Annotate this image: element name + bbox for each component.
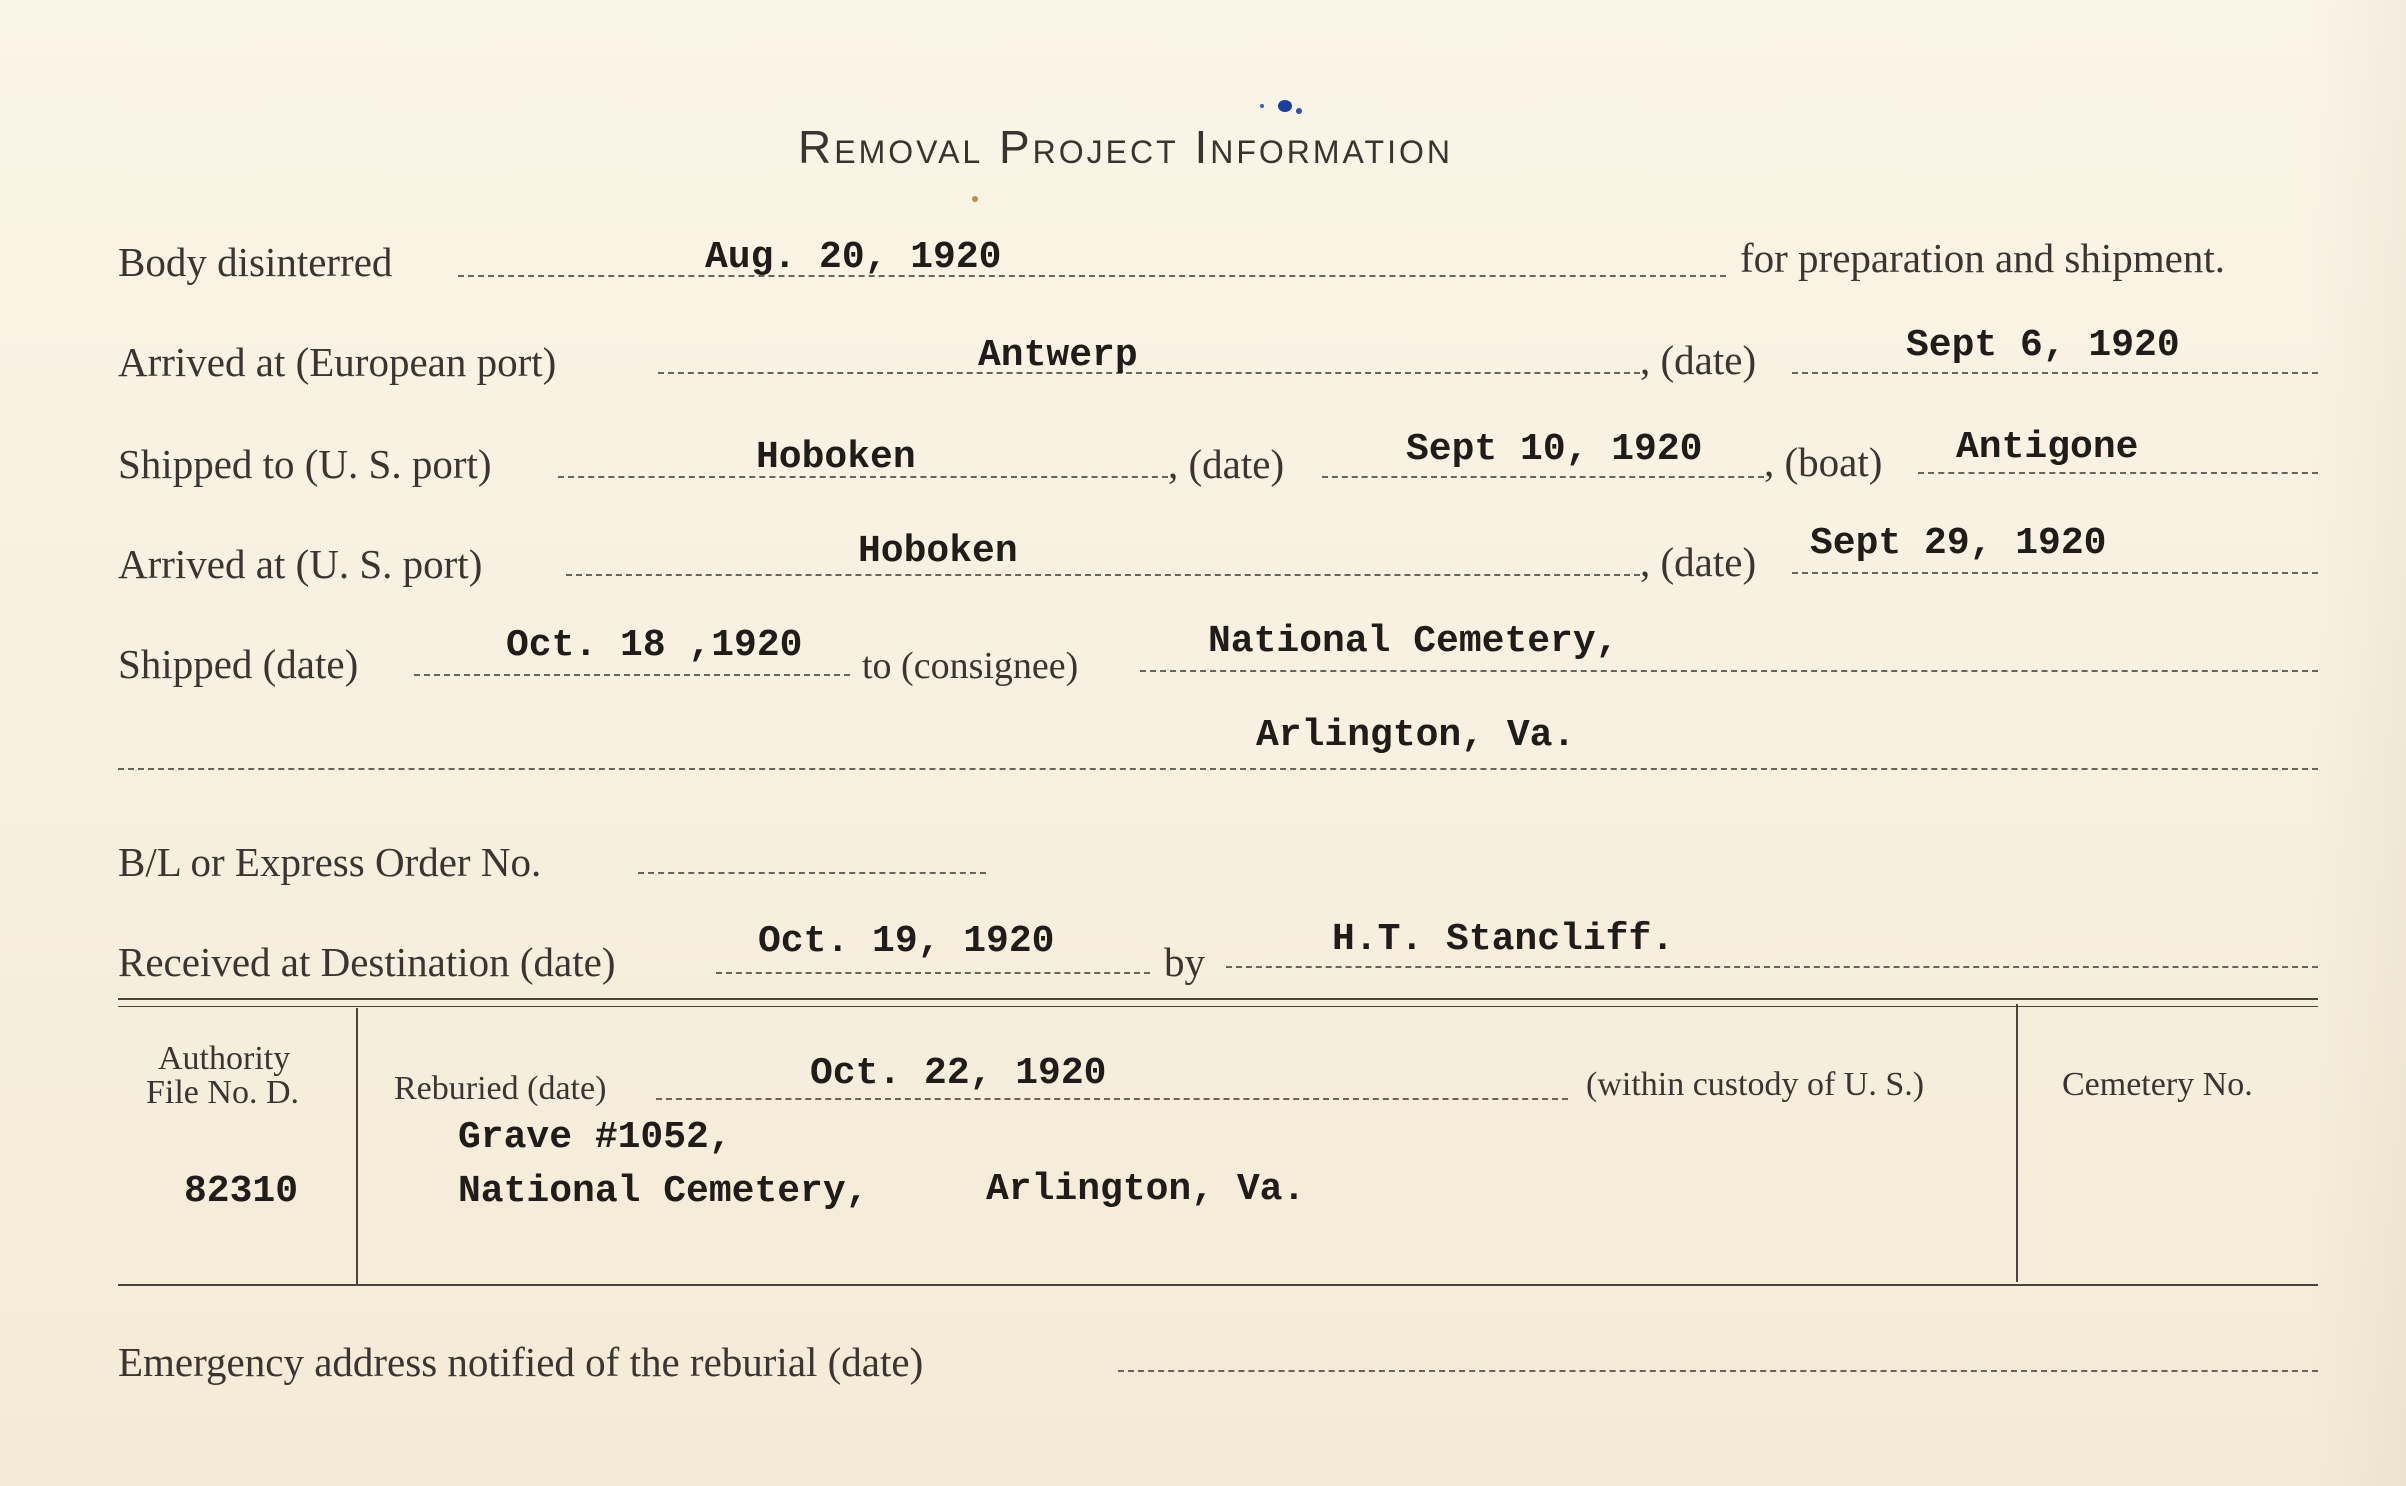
box-bottom-rule bbox=[118, 1284, 2318, 1286]
consignee-line bbox=[1140, 670, 2318, 672]
blue-ink-speck bbox=[1278, 100, 1292, 112]
shipped-date-line bbox=[414, 674, 850, 676]
box-top-rule bbox=[118, 998, 2318, 1000]
reburied-date-line bbox=[656, 1098, 1568, 1100]
box-divider-right bbox=[2016, 1004, 2018, 1282]
european-port-line bbox=[658, 372, 1640, 374]
box-top-rule-inner bbox=[118, 1006, 2318, 1007]
authority-file-no-value: 82310 bbox=[184, 1170, 299, 1213]
reburial-cemetery-value: National Cemetery, bbox=[458, 1170, 869, 1213]
reburial-grave-value: Grave #1052, bbox=[458, 1116, 732, 1159]
arrived-us-port-label: Arrived at (U. S. port) bbox=[118, 541, 483, 587]
received-by-value: H.T. Stancliff. bbox=[1332, 918, 1675, 961]
to-consignee-label: to (consignee) bbox=[862, 645, 1079, 687]
boat-line bbox=[1918, 472, 2318, 474]
shipped-us-port-label: Shipped to (U. S. port) bbox=[118, 441, 492, 487]
us-arrival-date-value: Sept 29, 1920 bbox=[1810, 522, 2107, 565]
body-disinterred-label: Body disinterred bbox=[118, 239, 393, 285]
arrived-european-port-label: Arrived at (European port) bbox=[118, 339, 557, 385]
us-port-arrived-value: Hoboken bbox=[858, 530, 1018, 573]
file-no-label: File No. D. bbox=[146, 1074, 299, 1111]
received-date-line bbox=[716, 972, 1150, 974]
card-edge bbox=[2308, 0, 2406, 1486]
rust-speck bbox=[972, 196, 978, 202]
shipped-date-label: Shipped (date) bbox=[118, 641, 359, 687]
reburied-date-value: Oct. 22, 1920 bbox=[810, 1052, 1107, 1095]
european-date-line bbox=[1792, 372, 2318, 374]
us-port-arrived-line bbox=[566, 574, 1640, 576]
cemetery-no-label: Cemetery No. bbox=[2062, 1066, 2253, 1103]
custody-label: (within custody of U. S.) bbox=[1586, 1066, 1925, 1103]
blue-ink-speck bbox=[1260, 104, 1264, 108]
disinterred-date-value: Aug. 20, 1920 bbox=[705, 236, 1002, 279]
by-label: by bbox=[1164, 939, 1205, 985]
authority-label: Authority bbox=[158, 1040, 291, 1077]
for-preparation-label: for preparation and shipment. bbox=[1740, 235, 2226, 281]
us-ship-date-value: Sept 10, 1920 bbox=[1406, 428, 1703, 471]
consignee-line1-value: National Cemetery, bbox=[1208, 620, 1619, 663]
consignee-line2-value: Arlington, Va. bbox=[1256, 714, 1576, 757]
us-ship-date-label: , (date) bbox=[1168, 441, 1285, 487]
shipped-date-value: Oct. 18 ,1920 bbox=[506, 624, 803, 667]
european-arrival-date-value: Sept 6, 1920 bbox=[1906, 324, 2180, 367]
blue-ink-speck bbox=[1296, 108, 1302, 114]
box-divider-left bbox=[356, 1008, 358, 1284]
european-port-value: Antwerp bbox=[978, 334, 1138, 377]
bl-order-label: B/L or Express Order No. bbox=[118, 839, 542, 885]
received-date-value: Oct. 19, 1920 bbox=[758, 920, 1055, 963]
us-arrival-date-label: , (date) bbox=[1640, 539, 1757, 585]
consignee-continuation-line bbox=[118, 768, 2318, 770]
disinterred-date-line bbox=[458, 275, 1726, 277]
emergency-date-line bbox=[1118, 1370, 2318, 1372]
reburied-label: Reburied (date) bbox=[394, 1070, 607, 1107]
boat-label: , (boat) bbox=[1764, 439, 1883, 485]
received-destination-label: Received at Destination (date) bbox=[118, 939, 616, 985]
boat-value: Antigone bbox=[1956, 426, 2139, 469]
reburial-location-value: Arlington, Va. bbox=[986, 1168, 1306, 1211]
form-title: Removal Project Information bbox=[798, 121, 1453, 173]
us-ship-date-line bbox=[1322, 476, 1764, 478]
emergency-label: Emergency address notified of the reburial (date) bbox=[118, 1339, 924, 1385]
us-arrival-date-line bbox=[1792, 572, 2318, 574]
received-by-line bbox=[1226, 966, 2318, 968]
bl-order-line bbox=[638, 872, 986, 874]
european-date-label: , (date) bbox=[1640, 337, 1757, 383]
us-port-shipped-value: Hoboken bbox=[756, 436, 916, 479]
